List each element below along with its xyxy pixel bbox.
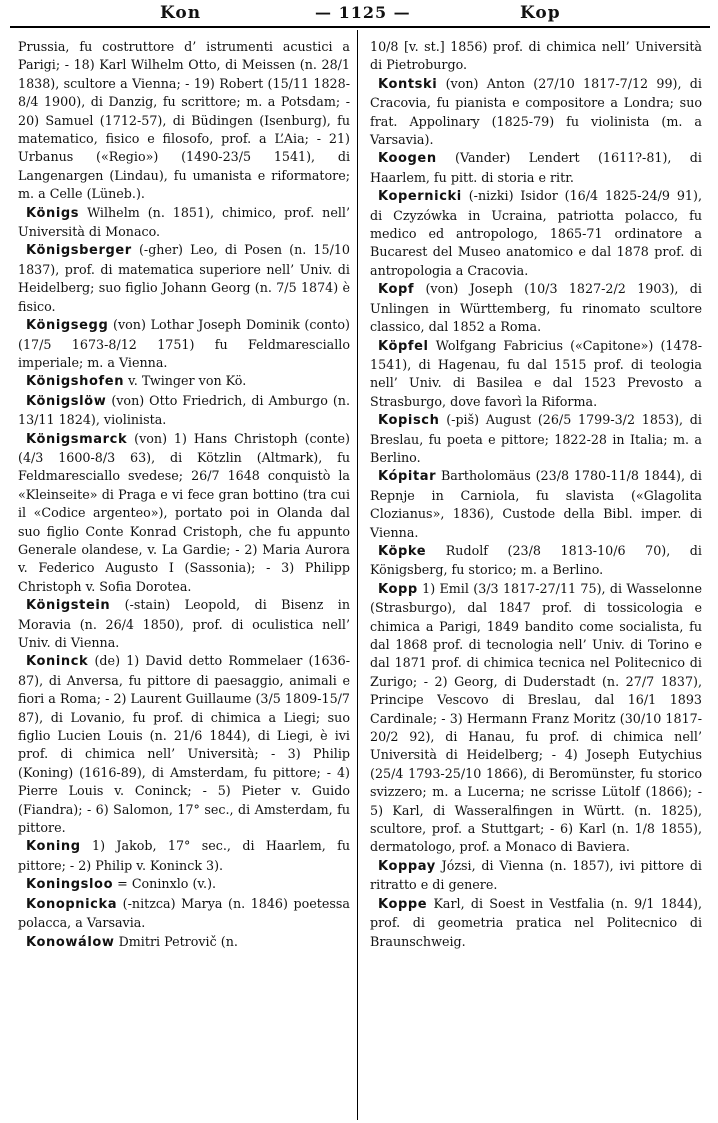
dictionary-entry [370,149,702,187]
entry-text: (von) Lothar Joseph Dominik (conto) (17/5 1673-8/12 1751) fu Feldmaresciallo imperiale; m. a Vienna. [18,317,350,370]
entry-headword: Königshofen [26,374,125,390]
column-divider [357,30,358,1120]
right-column [370,38,702,951]
entry-text: Karl, di Soest in Vestfalia (n. 9/1 1844), prof. di geometria pratica nel Politecnico di Braunschweig. [370,895,702,949]
dictionary-entry [18,316,350,372]
dictionary-entry [18,430,350,597]
entry-text: Bartholomäus (23/8 1780-11/8 1844), di Repnje in Carniola, fu slavista («Glagolita Clozianus», 1836), Custode della Bibl. imper. di Vienna. [370,468,702,540]
dictionary-entry [370,895,702,951]
dictionary-entry [370,411,702,467]
entry-headword: Königsberger [26,243,132,259]
dictionary-entry [18,652,350,837]
entry-headword: Kópitar [378,469,437,485]
entry-headword: Königstein [26,598,111,614]
entry-text: Dmitri Petrovič (n. [118,933,238,949]
entry-headword: Königs [26,205,80,221]
dictionary-entry [370,187,702,280]
entry-headword: Königsegg [26,318,109,334]
entry-headword: Kopf [378,282,415,298]
dictionary-entry [370,857,702,895]
entry-text: (-nizki) Isidor (16/4 1825-24/9 91), di Czyzówka in Ucraina, patriotta polacco, fu medico ed antropologo, 1865-71 ordinatore a Bucarest del Museo anatomico e dal 1878 prof. di antropologia a Cracovia. [370,188,702,278]
dictionary-entry [370,580,702,857]
entry-text: v. Twinger von Kö. [128,373,247,389]
entry-text: (von) Otto Friedrich, di Amburgo (n. 13/11 1824), violinista. [18,392,350,428]
entry-text: 1) Jakob, 17° sec., di Haarlem, fu pittore; - 2) Philip v. Koninck 3). [18,838,350,873]
dictionary-entry [370,280,702,336]
dictionary-entry [18,837,350,875]
entry-text: (-nitzca) Marya (n. 1846) poetessa polacca, a Varsavia. [18,895,350,931]
entry-text: 1) Emil (3/3 1817-27/11 75), di Wasselonne (Strasburgo), dal 1847 prof. di tossicologia e chimica a Parigi, 1849 bandito come socialista, fu dal 1868 prof. di tecnologia nell’ Univ. di Torino e dal 1871 prof. di chimica tecnica nel Politecnico di Zurigo; - 2) Georg, di Duderstadt (n. 27/7 1837), Principe Vescovo di Breslau, dal 16/1 1893 Cardinale; - 3) Hermann Franz Moritz (30/10 1817-20/2 92), di Hanau, fu prof. di chimica nell’ Università di Heidelberg; - 4) Joseph Eutychius (25/4 1793-25/10 1866), di Beromünster, fu storico svizzero; m. a Lucerna; ne scrisse Lütolf (1866); - 5) Karl, di Wasseralfingen in Württ. (n. 1825), scultore, prof. a Stuttgart; - 6) Karl (n. 1/8 1855), dermatologo, prof. a Monaco di Baviera. [370,580,702,855]
entry-text: 10/8 [v. st.] 1856) prof. di chimica nell’ Università di Pietroburgo. [370,39,702,73]
entry-text: (Vander) Lendert (1611?-81), di Haarlem, fu pitt. di storia e ritr. [370,150,702,185]
entry-headword: Koninck [26,654,89,670]
dictionary-entry [18,372,350,391]
entry-headword: Köpfel [378,338,429,354]
entry-headword: Kopp [378,581,418,597]
entry-headword: Kontski [378,76,438,92]
entry-text: (von) 1) Hans Christoph (conte) (4/3 1600-8/3 63), di Kötzlin (Altmark), fu Feldmaresciallo svedese; 26/7 1648 conquistò la «Kleinseite» di Praga e vi fece gran bottino (tra cui il «Codice argenteo»), portato poi in Olanda dal suo figlio Conte Konrad Cristoph, che fu appunto Generale olandese, v. La Gardie; - 2) Maria Aurora v. Federico Augusto I (Sassonia); - 3) Philipp Christoph v. Sofia Dorotea. [18,430,350,594]
dictionary-entry [18,38,350,204]
entry-text: (de) 1) David detto Rommelaer (1636-87), di Anversa, fu pittore di paesaggio, animali e fiori a Roma; - 2) Laurent Guillaume (3/5 1809-15/7 87), di Lovanio, fu prof. di chimica a Liegi; suo figlio Lucien Louis (n. 21/6 1844), di Liegi, è ivi prof. di chimica nell’ Università; - 3) Philip (Koning) (1616-89), di Amsterdam, fu pittore; - 4) Pierre Louis v. Coninck; - 5) Pieter v. Guido (Fiandra); - 6) Salomon, 17° sec., di Amsterdam, fu pittore. [18,653,350,836]
entry-text: (-gher) Leo, di Posen (n. 15/10 1837), prof. di matematica superiore nell’ Univ. di Heidelberg; suo figlio Johann Georg (n. 7/5 1874) è fisico. [18,242,350,314]
dictionary-entry [370,337,702,412]
dictionary-entry [18,933,350,952]
left-column [18,38,350,952]
entry-headword: Königsmarck [26,431,128,447]
entry-text: Józsi, di Vienna (n. 1857), ivi pittore di ritratto e di genere. [370,857,702,893]
dictionary-entry [18,596,350,652]
entry-text: Wolfgang Fabricius («Capitone») (1478-1541), di Hagenau, fu dal 1515 prof. di teologia nell’ Univ. di Basilea e dal 1523 Prevosto a Strasburgo, dove favorì la Riforma. [370,337,702,409]
entry-headword: Koppe [378,896,428,912]
entry-headword: Koningsloo [26,877,114,893]
entry-text: = Coninxlo (v.). [117,876,217,892]
dictionary-entry [370,467,702,542]
entry-text: (-piš) August (26/5 1799-3/2 1853), di Breslau, fu poeta e pittore; 1822-28 in Italia; m. a Berlino. [370,412,702,465]
entry-headword: Königslöw [26,393,107,409]
dictionary-entry [18,241,350,316]
header-right-guide-word: Kop [520,3,561,23]
dictionary-entry [370,542,702,580]
entry-headword: Konowálow [26,934,115,950]
entry-headword: Koppay [378,858,436,874]
entry-text: Wilhelm (n. 1851), chimico, prof. nell’ Università di Monaco. [18,204,350,240]
entry-text: Prussia, fu costruttore d’ istrumenti acustici a Parigi; - 18) Karl Wilhelm Otto, di Meissen (n. 28/1 1838), scultore a Vienna; - 19) Robert (15/11 1828-8/4 1900), di Danzig, fu scrittore; m. a Potsdam; - 20) Samuel (1712-57), di Büdingen (Isenburg), fu matematico, fisico e filosofo, prof. a L’Aia; - 21) Urbanus («Regio») (1490-23/5 1541), di Langenargen (Lindau), fu umanista e riformatore; m. a Celle (Lüneb.). [18,39,350,202]
dictionary-entry [18,875,350,894]
entry-headword: Kopernicki [378,189,462,205]
page-header [10,0,710,28]
dictionary-entry [18,392,350,430]
entry-headword: Koning [26,839,81,855]
header-left-guide-word: Kon [160,3,202,23]
dictionary-entry [370,38,702,75]
entry-headword: Koogen [378,151,437,167]
entry-text: (von) Joseph (10/3 1827-2/2 1903), di Unlingen in Württemberg, fu rinomato scultore classico, dal 1852 a Roma. [370,281,702,335]
entry-headword: Köpke [378,543,427,559]
entry-text: (von) Anton (27/10 1817-7/12 99), di Cracovia, fu pianista e compositore a Londra; suo frat. Appolinary (1825-79) fu violinista (m. a Varsavia). [370,75,702,148]
entry-headword: Kopisch [378,413,440,429]
entry-text: (-stain) Leopold, di Bisenz in Moravia (n. 26/4 1850), prof. di oculistica nell’ Univ. di Vienna. [18,597,350,650]
page-number: — 1125 — [315,3,411,22]
dictionary-entry [18,204,350,242]
entry-headword: Konopnicka [26,896,118,912]
entry-text: Rudolf (23/8 1813-10/6 70), di Königsberg, fu storico; m. a Berlino. [370,542,702,578]
dictionary-entry [18,895,350,933]
dictionary-entry [370,75,702,150]
